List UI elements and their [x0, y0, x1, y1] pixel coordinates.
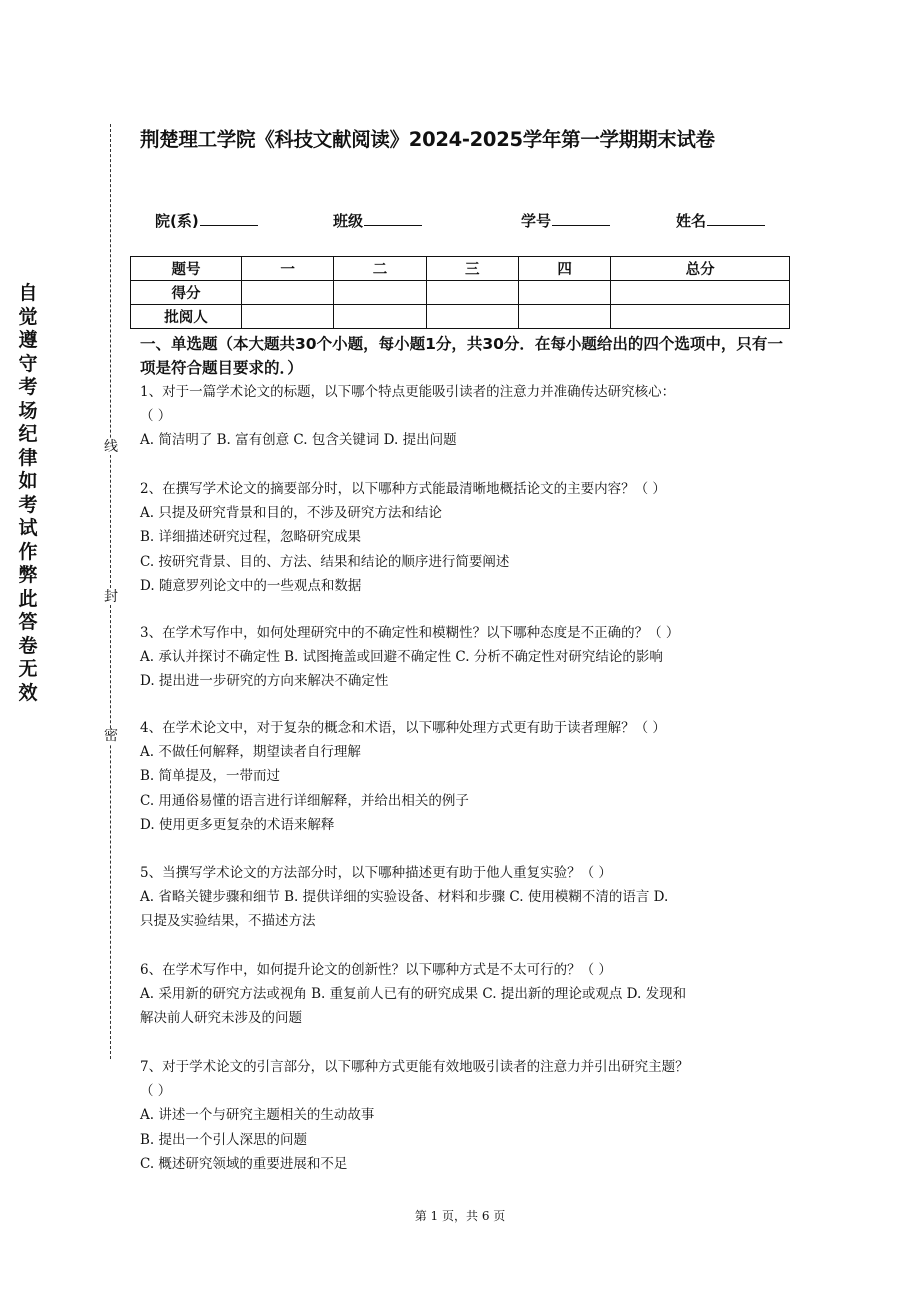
question-option: C. 按研究背景、目的、方法、结果和结论的顺序进行简要阐述: [140, 553, 510, 570]
class-blank[interactable]: [364, 211, 422, 226]
grader-cell[interactable]: [611, 305, 790, 329]
question-7: [140, 1055, 795, 1176]
question-stem: 2、在撰写学术论文的摘要部分时，以下哪种方式能最清晰地概括论文的主要内容？（ ）: [140, 481, 666, 497]
header-cell: 题号: [131, 257, 242, 281]
name-blank[interactable]: [707, 211, 765, 226]
class-field: 班级: [333, 210, 422, 231]
score-cell[interactable]: [426, 281, 518, 305]
question-2: [140, 477, 795, 598]
college-field: 院(系): [155, 210, 258, 231]
exam-discipline-notice: 自 觉 遵 守 考 场 纪 律 如 考 试 作 弊 此 答 卷 无 效: [18, 282, 38, 704]
header-cell: 四: [518, 257, 610, 281]
question-option: A. 讲述一个与研究主题相关的生动故事: [140, 1107, 375, 1124]
question-option: D. 提出进一步研究的方向来解决不确定性: [140, 673, 389, 690]
question-option: C. 概述研究领域的重要进展和不足: [140, 1155, 348, 1172]
page-footer: 第 1 页，共 6 页: [414, 1209, 506, 1223]
name-field: 姓名: [676, 210, 765, 231]
section-heading: 一、单选题（本大题共30个小题，每小题1分，共30分．在每小题给出的四个选项中，只有一项是符合题目要求的．）: [140, 335, 783, 377]
question-stem: 4、在学术论文中，对于复杂的概念和术语，以下哪种处理方式更有助于读者理解？（ ）: [140, 720, 666, 736]
question-option: A. 不做任何解释，期望读者自行理解: [140, 744, 361, 761]
question-1: [140, 380, 795, 453]
question-stem: 3、在学术写作中，如何处理研究中的不确定性和模糊性？以下哪种态度是不正确的？（ ）: [140, 625, 680, 641]
question-stem: 6、在学术写作中，如何提升论文的创新性？以下哪种方式是不太可行的？（ ）: [140, 962, 612, 978]
question-3: [140, 621, 795, 694]
question-option: A. 省略关键步骤和细节 B. 提供详细的实验设备、材料和步骤 C. 使用模糊不清的语言 D.: [140, 889, 669, 906]
question-stem: 5、当撰写学术论文的方法部分时，以下哪种描述更有助于他人重复实验？（ ）: [140, 865, 612, 881]
exam-title: 荆楚理工学院《科技文献阅读》2024-2025学年第一学期期末试卷: [140, 128, 715, 151]
seal-char-seal: 封: [104, 589, 118, 605]
score-row: [131, 281, 790, 305]
score-table: [130, 256, 790, 329]
question-option: 解决前人研究未涉及的问题: [140, 1010, 302, 1027]
question-option: B. 提出一个引人深思的问题: [140, 1131, 308, 1148]
question-option: A. 只提及研究背景和目的，不涉及研究方法和结论: [140, 505, 442, 522]
header-cell: 三: [426, 257, 518, 281]
header-cell: 二: [334, 257, 426, 281]
question-option: B. 简单提及，一带而过: [140, 768, 281, 785]
answer-bracket: （ ）: [140, 1083, 172, 1100]
question-option: A. 简洁明了 B. 富有创意 C. 包含关键词 D. 提出问题: [140, 432, 457, 449]
question-option: C. 用通俗易懂的语言进行详细解释，并给出相关的例子: [140, 792, 469, 809]
college-blank[interactable]: [200, 211, 258, 226]
grader-cell[interactable]: [334, 305, 426, 329]
row-label: 得分: [131, 281, 242, 305]
grader-cell[interactable]: [242, 305, 334, 329]
seal-char-line: 线: [104, 439, 118, 455]
score-cell[interactable]: [611, 281, 790, 305]
question-option: D. 随意罗列论文中的一些观点和数据: [140, 577, 362, 594]
student-id-field: 学号: [521, 210, 610, 231]
score-cell[interactable]: [242, 281, 334, 305]
question-option: 只提及实验结果，不描述方法: [140, 913, 316, 930]
header-cell: 总分: [611, 257, 790, 281]
question-option: A. 采用新的研究方法或视角 B. 重复前人已有的研究成果 C. 提出新的理论或观点 D. 发现和: [140, 986, 687, 1003]
answer-bracket: （ ）: [140, 408, 172, 425]
seal-char-secret: 密: [104, 728, 118, 744]
question-stem: 1、对于一篇学术论文的标题，以下哪个特点更能吸引读者的注意力并准确传达研究核心：: [140, 384, 676, 400]
question-stem: 7、对于学术论文的引言部分，以下哪种方式更能有效地吸引读者的注意力并引出研究主题？: [140, 1059, 689, 1075]
grader-row: [131, 305, 790, 329]
header-cell: 一: [242, 257, 334, 281]
question-option: A. 承认并探讨不确定性 B. 试图掩盖或回避不确定性 C. 分析不确定性对研究结论的影响: [140, 649, 663, 666]
grader-cell[interactable]: [518, 305, 610, 329]
student-id-blank[interactable]: [552, 211, 610, 226]
row-label: 批阅人: [131, 305, 242, 329]
question-5: [140, 861, 795, 934]
question-option: B. 详细描述研究过程，忽略研究成果: [140, 529, 362, 546]
grader-cell[interactable]: [426, 305, 518, 329]
score-cell[interactable]: [334, 281, 426, 305]
question-option: D. 使用更多更复杂的术语来解释: [140, 816, 335, 833]
score-cell[interactable]: [518, 281, 610, 305]
question-6: [140, 958, 795, 1031]
question-4: [140, 716, 795, 837]
score-table-header: [131, 257, 790, 281]
